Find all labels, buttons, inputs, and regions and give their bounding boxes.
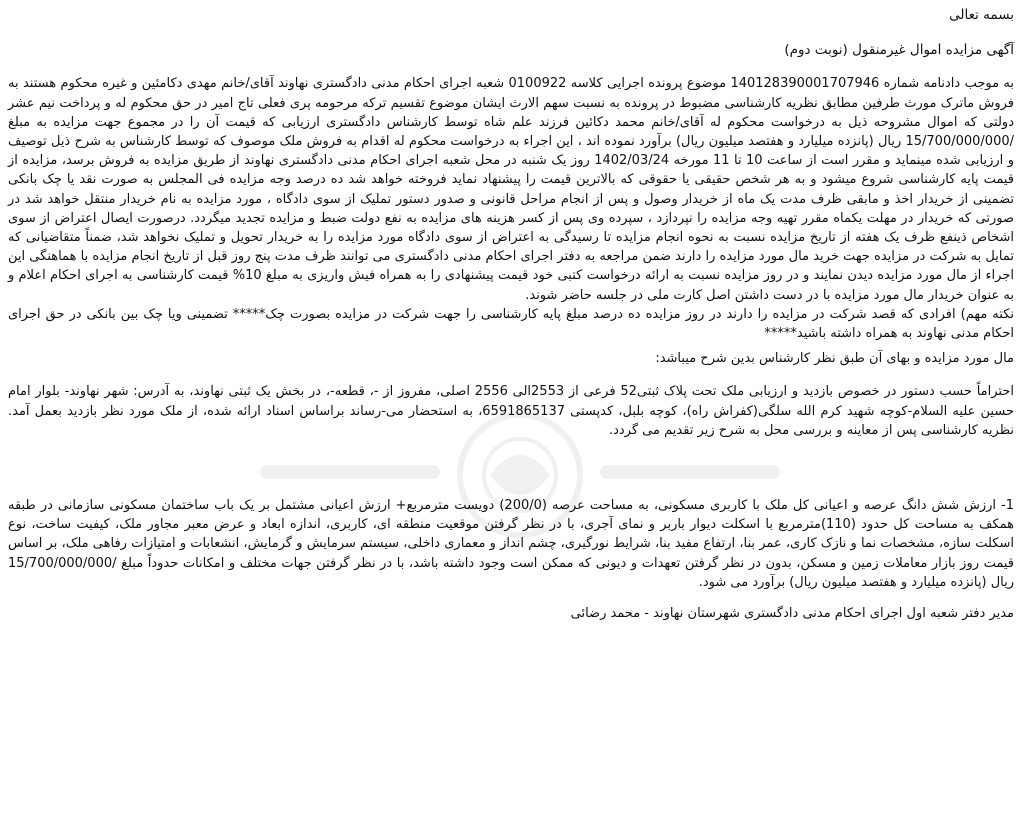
expert-opinion-intro: احتراماً حسب دستور در خصوص بازدید و ارزیابی ملک تحت پلاک ثبتی52 فرعی از 2553الی 2556 اصلی، مفروز از -، قطعه-، در بخش یک ثبتی نهاوند، به آدرس: شهر نهاوند- بلوار امام حسین علیه السلام-کوچه شهید کرم الله سلگی(کفراش راه)، کوچه بلبل، کدپستی 6591865137، به استحضار می-رساند براساس اسناد ارائه شده، از ملک مورد نظر بازدید بعمل آمد. نظریه کارشناسی پس از معاینه و بررسی محل به شرح زیر تقدیم می گردد. [8, 384, 1014, 438]
basmala-heading: بسمه تعالی [949, 7, 1014, 23]
auction-notice-document [8, 6, 1014, 823]
signature-line: مدیر دفتر شعبه اول اجرای احکام مدنی دادگستری شهرستان نهاوند - محمد رضائی [570, 606, 1014, 622]
valuation-item: 1- ارزش شش دانگ عرصه و اعیانی کل ملک با کاربری مسکونی، به مساحت عرصه (200/0) دویست مترمربع+ ارزش اعیانی مشتمل بر یک باب ساختمان مسکونی سازمانی در طبقه همکف به مساحت کل حدود (110)مترمربع با اسکلت دیوار باربر و نمای آجری، با در نظر گرفتن موقعیت منطقه ای، کاربری، اندازه ابعاد و عرض معبر مجاور ملک، کیفیت ساخت، نوع اسکلت سازه، مشخصات نما و نازک کاری، عمر بنا، ارتفاع مفید بنا، شرایط نورگیری، چشم انداز و معماری داخلی، سیستم سرمایش و گرمایش، انشعابات و امتیازات رفاهی ملک، بر اساس قیمت روز بازار معاملات زمین و مسکن، بدون در نظر گرفتن تعهدات و دیونی که ممکن است وجود داشته باشد، با در نظر گرفتن جهات مختلف و امکانات حدوداً مبلغ /15/700/000/000 ریال (پانزده میلیارد و هفتصد میلیون ریال) برآورد می شود. [8, 498, 1014, 590]
important-note: نکته مهم) افرادی که قصد شرکت در مزایده را دارند در روز مزایده ده درصد مبلغ پایه کارشناسی را جهت شرکت در مزایده بصورت چک***** تضمینی ویا چک بین بانکی در حق اجرای احکام مدنی نهاوند به همراه داشته باشید***** [8, 306, 1014, 342]
main-paragraph: به موجب دادنامه شماره 140128390001707946 موضوع پرونده اجرایی کلاسه 0100922 شعبه اجرای احکام مدنی دادگستری نهاوند آقای/خانم مهدی دکامئین و غیره محکوم هستند به فروش ماترک مورث طرفین مطابق نظریه کارشناسی مضبوط در پرونده به نسبت سهم الارث ایشان موضوع تقسیم ترکه مرحومه پری فعلی تاج امیر در حق محکوم له و پرداخت نیم عشر دولتی که اموال مشروحه ذیل به درخواست محکوم له آقای/خانم محمد دکائین فرزند علم شاه توسط کارشناس دادگستری ارزیابی که قیمت آن را در مجموع جهت مزایده به مبلغ /15/700/000/000 ریال (پانزده میلیارد و هفتصد میلیون ریال) برآورد نموده اند ، این اجراء به درخواست محکوم له اقدام به فروش ملک موصوف که توسط کارشناس به شرح ذیل توصیف و ارزیابی شده مینماید و مقرر است از ساعت 10 تا 11 مورخه 1402/03/24 روز یک شنبه در محل شعبه اجرای احکام مدنی دادگستری نهاوند از طریق مزایده به فروش برسد، مزایده از قیمت پایه کارشناسی شروع میشود و به هر شخص حقیقی یا حقوقی که بالاترین قیمت را پیشنهاد نماید فروخته خواهد شد ده درصد وجه مزایده فی المجلس به صورت نقد یا چک بانکی تضمینی از خریدار اخذ و مابقی ظرف مدت یک ماه از خریدار وصول و پس از انجام مراحل قانونی و صدور دستور تملیک از سوی دادگاه ، مورد مزایده به نام خریدار منتقل خواهد شد در صورتی که خریدار در مهلت یکماه مقرر تهیه وجه مزایده را نپردازد ، سپرده وی پس از کسر هزینه های مزایده به نفع دولت ضبط و مزایده تجدید میگردد. درصورت ایصال اعتراض از سوی اشخاص ذینفع ظرف یک هفته از تاریخ مزایده نسبت به نحوه انجام مزایده تا رسیدگی به اعتراض از سوی دادگاه مورد مزایده را به خریدار تحویل و تملیک نخواهد شد، ضمناً متقاضیانی که تمایل به شرکت در مزایده جهت خرید مال مورد مزایده را دارند ضمن مراجعه به دفتر اجرای احکام مدنی دادگستری می توانند ظرف مدت پنج روز قبل از تاریخ انجام مزایده با هماهنگی این اجراء از مال مورد مزایده دیدن نمایند و در روز مزایده نسبت به ارائه درخواست کتبی خود قیمت پیشنهادی را به همراه فیش واریزی به مبلغ 10% قیمت کارشناسی به اجرای احکام اعلام و به عنوان خریدار مال مورد مزایده با در دست داشتن اصل کارت ملی در جلسه حاضر شوند. [8, 76, 1015, 303]
notice-title: آگهی مزایده اموال غیرمنقول (نوبت دوم) [784, 42, 1014, 59]
property-intro: مال مورد مزایده و بهای آن طبق نظر کارشناس بدین شرح میباشد: [655, 351, 1014, 367]
